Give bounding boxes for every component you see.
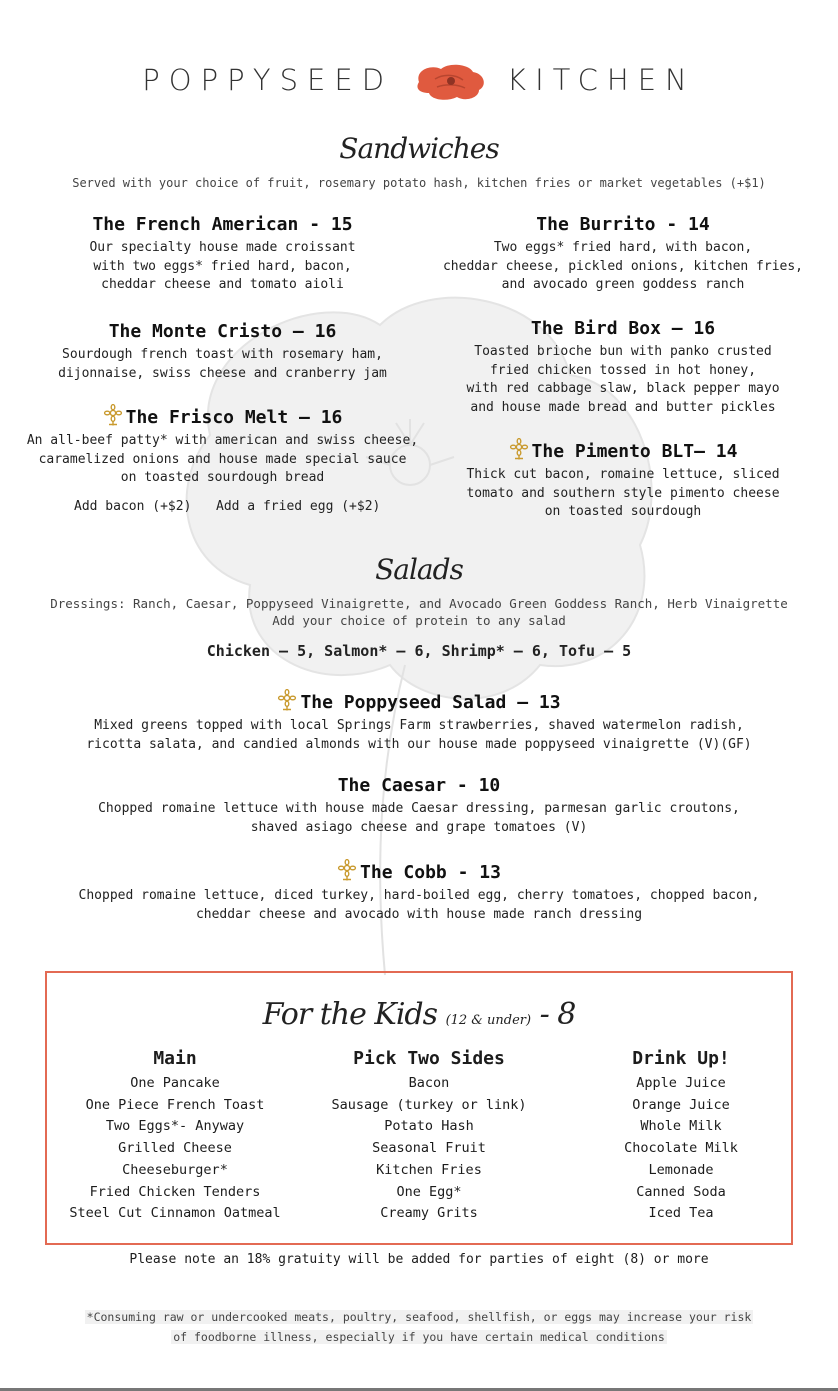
list-item: Orange Juice bbox=[632, 1096, 730, 1113]
menu-item-pimento-blt bbox=[423, 438, 823, 522]
item-desc-line: Chopped romaine lettuce, diced turkey, hard-boiled egg, cherry tomatoes, chopped bacon, bbox=[78, 888, 760, 903]
item-desc-line: cheddar cheese and avocado with house made ranch dressing bbox=[195, 906, 643, 922]
list-item: Canned Soda bbox=[636, 1183, 726, 1200]
title-right: KITCHEN bbox=[507, 63, 696, 97]
sunflower-icon bbox=[337, 859, 357, 881]
item-title bbox=[15, 404, 430, 428]
list-item: Apple Juice bbox=[636, 1075, 726, 1091]
kids-price: - 8 bbox=[539, 997, 576, 1032]
item-desc-line: Chopped romaine lettuce with house made Caesar dressing, parmesan garlic croutons, bbox=[98, 801, 740, 816]
list-item: Grilled Cheese bbox=[118, 1140, 232, 1157]
item-desc-line: caramelized onions and house made special sauce bbox=[38, 451, 407, 467]
menu-item-bird-box bbox=[423, 318, 823, 417]
sunflower-icon bbox=[277, 689, 297, 711]
list-item: Creamy Grits bbox=[380, 1205, 478, 1222]
list-item: One Pancake bbox=[130, 1075, 220, 1091]
column-heading: Drink Up! bbox=[632, 1048, 730, 1069]
list-item: Steel Cut Cinnamon Oatmeal bbox=[69, 1205, 281, 1222]
list-item: Seasonal Fruit bbox=[372, 1140, 486, 1157]
item-desc-line: ricotta salata, and candied almonds with our house made poppyseed vinaigrette (V)(GF) bbox=[86, 736, 752, 752]
item-desc-line: Our specialty house made croissant bbox=[89, 240, 356, 255]
item-desc-line: on toasted sourdough bbox=[544, 504, 702, 520]
kids-heading bbox=[47, 997, 791, 1032]
item-desc-line: Two eggs* fried hard, with bacon, bbox=[493, 240, 753, 255]
list-item: Bacon bbox=[408, 1075, 450, 1091]
list-item: Iced Tea bbox=[648, 1205, 714, 1222]
item-desc-line: cheddar cheese and tomato aioli bbox=[101, 277, 344, 293]
column-heading: Main bbox=[153, 1048, 197, 1069]
menu-item-french-american bbox=[25, 214, 420, 295]
salads-heading: Salads bbox=[375, 553, 463, 586]
salad-dressings bbox=[0, 595, 838, 629]
kids-column-main bbox=[47, 1048, 303, 1225]
protein-note: Add your choice of protein to any salad bbox=[272, 613, 566, 628]
item-title-text: The Pimento BLT– 14 bbox=[531, 441, 738, 462]
kids-column-drinks bbox=[555, 1048, 807, 1225]
column-heading: Pick Two Sides bbox=[353, 1048, 505, 1069]
food-safety-disclaimer bbox=[0, 1306, 838, 1346]
item-desc-line: with red cabbage slaw, black pepper mayo bbox=[466, 381, 780, 397]
item-desc-line: on toasted sourdough bread bbox=[120, 470, 325, 486]
item-title bbox=[0, 689, 838, 713]
item-desc-line: cheddar cheese, pickled onions, kitchen fries, bbox=[442, 258, 804, 274]
item-desc-line: fried chicken tossed in hot honey, bbox=[489, 362, 757, 378]
list-item: Whole Milk bbox=[640, 1118, 722, 1135]
dressings-text: Dressings: Ranch, Caesar, Poppyseed Vinaigrette, and Avocado Green Goddess Ranch, Herb Vinaigrette bbox=[50, 596, 788, 611]
item-title-text: The Frisco Melt – 16 bbox=[125, 407, 343, 428]
item-desc-line: Thick cut bacon, romaine lettuce, sliced bbox=[466, 467, 780, 482]
menu-item-monte-cristo bbox=[25, 321, 420, 383]
list-item: Kitchen Fries bbox=[376, 1161, 482, 1178]
poppy-flower-icon bbox=[413, 62, 487, 102]
sandwiches-subtitle: Served with your choice of fruit, rosemary potato hash, kitchen fries or market vegetables (+$1) bbox=[72, 176, 766, 190]
item-title: The Monte Cristo – 16 bbox=[108, 321, 337, 342]
item-desc-line: with two eggs* fried hard, bacon, bbox=[93, 258, 352, 274]
title-left: POPPYSEED bbox=[142, 63, 394, 97]
list-item: Potato Hash bbox=[384, 1118, 474, 1135]
menu-item-cobb bbox=[0, 859, 838, 924]
sandwiches-heading: Sandwiches bbox=[339, 132, 499, 165]
item-title-text: The Poppyseed Salad – 13 bbox=[300, 692, 561, 713]
restaurant-title bbox=[0, 62, 838, 102]
menu-item-burrito bbox=[423, 214, 823, 295]
menu-item-frisco-melt bbox=[15, 404, 430, 488]
item-title bbox=[423, 438, 823, 462]
gratuity-note: Please note an 18% gratuity will be added for parties of eight (8) or more bbox=[129, 1252, 709, 1267]
list-item: Sausage (turkey or link) bbox=[331, 1096, 527, 1113]
item-desc-line: shaved asiago cheese and grape tomatoes (V) bbox=[250, 819, 588, 835]
item-desc-line: Mixed greens topped with local Springs Farm strawberries, shaved watermelon radish, bbox=[94, 718, 744, 733]
item-desc-line: An all-beef patty* with american and swiss cheese, bbox=[26, 433, 419, 448]
sunflower-icon bbox=[509, 438, 529, 460]
disclaimer-line: of foodborne illness, especially if you have certain medical conditions bbox=[173, 1330, 665, 1344]
item-title: The Bird Box – 16 bbox=[530, 318, 716, 339]
sunflower-icon bbox=[103, 404, 123, 426]
item-desc-line: tomato and southern style pimento cheese bbox=[466, 485, 780, 501]
item-desc-line: dijonnaise, swiss cheese and cranberry jam bbox=[58, 365, 387, 381]
list-item: One Egg* bbox=[396, 1183, 462, 1200]
item-desc-line: Toasted brioche bun with panko crusted bbox=[474, 344, 772, 359]
kids-title: For the Kids bbox=[262, 997, 438, 1032]
item-title: The Caesar - 10 bbox=[337, 775, 501, 796]
list-item: Chocolate Milk bbox=[624, 1140, 738, 1157]
item-title-text: The Cobb - 13 bbox=[360, 862, 501, 883]
menu-item-caesar bbox=[0, 775, 838, 837]
list-item: Lemonade bbox=[648, 1161, 714, 1178]
item-desc-line: and avocado green goddess ranch bbox=[501, 277, 745, 293]
item-title: The Burrito - 14 bbox=[536, 214, 710, 235]
item-title bbox=[0, 859, 838, 883]
addon-fried-egg: Add a fried egg (+$2) bbox=[216, 499, 381, 514]
protein-options: Chicken – 5, Salmon* – 6, Shrimp* – 6, Tofu – 5 bbox=[206, 642, 632, 660]
kids-column-sides bbox=[303, 1048, 555, 1225]
item-desc-line: and house made bread and butter pickles bbox=[470, 399, 776, 415]
list-item: Cheeseburger* bbox=[122, 1161, 228, 1178]
list-item: Two Eggs*- Anyway bbox=[105, 1118, 245, 1135]
list-item: One Piece French Toast bbox=[85, 1096, 265, 1113]
kids-age: (12 & under) bbox=[445, 1013, 532, 1028]
item-desc-line: Sourdough french toast with rosemary ham, bbox=[62, 347, 383, 362]
kids-menu-box bbox=[45, 971, 793, 1245]
item-title: The French American - 15 bbox=[92, 214, 353, 235]
addon-bacon: Add bacon (+$2) bbox=[74, 499, 192, 514]
disclaimer-line: *Consuming raw or undercooked meats, poultry, seafood, shellfish, or eggs may increase your risk bbox=[86, 1310, 752, 1324]
menu-item-poppyseed-salad bbox=[0, 689, 838, 754]
list-item: Fried Chicken Tenders bbox=[89, 1183, 261, 1200]
